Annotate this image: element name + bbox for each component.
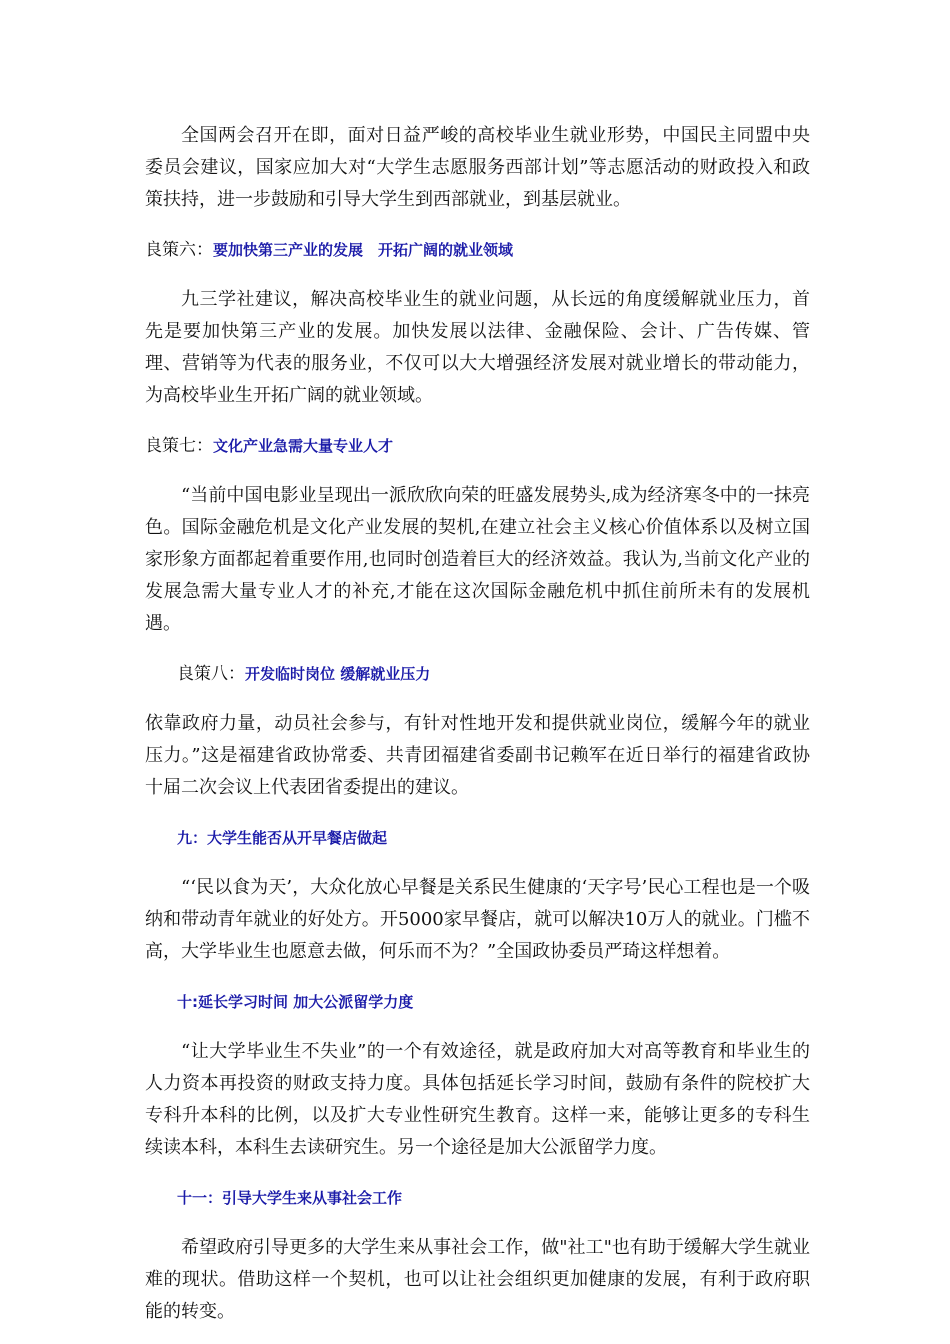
section-10-body: “让大学毕业生不失业”的一个有效途径，就是政府加大对高等教育和毕业生的人力资本再投资的财政支持力度。具体包括延长学习时间，鼓励有条件的院校扩大专科升本科的比例，以及扩大专业性研究生教育。这样一来，能够让更多的专科生续读本科，本科生去读研究生。另一个途径是加大公派留学力度。 [145, 1041, 810, 1158]
section-11-body: 希望政府引导更多的大学生来从事社会工作，做"社工"也有助于缓解大学生就业难的现状。借助这样一个契机，也可以让社会组织更加健康的发展，有利于政府职能的转变。 [145, 1237, 810, 1322]
document-page [145, 120, 810, 1328]
section-6-heading [145, 238, 810, 262]
section-9-body: “‘民以食为天’，大众化放心早餐是关系民生健康的‘天字号’民心工程也是一个吸纳和带动青年就业的好处方。开5000家早餐店，就可以解决10万人的就业。门槛不高，大学毕业生也愿意去做，何乐而不为？”全国政协委员严琦这样想着。 [145, 877, 810, 962]
section-8-title: 开发临时岗位 缓解就业压力 [245, 665, 431, 683]
section-7-prefix: 良策七： [145, 436, 213, 456]
section-11-heading [145, 1186, 810, 1210]
section-8-heading [145, 662, 810, 686]
section-9-heading [145, 826, 810, 850]
section-8-body: 依靠政府力量，动员社会参与，有针对性地开发和提供就业岗位，缓解今年的就业压力。”这是福建省政协常委、共青团福建省委副书记赖军在近日举行的福建省政协十届二次会议上代表团省委提出的建议。 [145, 713, 810, 798]
section-8-prefix: 良策八： [177, 664, 245, 684]
intro-paragraph: 全国两会召开在即，面对日益严峻的高校毕业生就业形势，中国民主同盟中央委员会建议，国家应加大对“大学生志愿服务西部计划”等志愿活动的财政投入和政策扶持，进一步鼓励和引导大学生到西部就业，到基层就业。 [145, 125, 810, 210]
section-7-heading [145, 434, 810, 458]
section-11-title: 十一：引导大学生来从事社会工作 [177, 1189, 403, 1207]
section-7-body: “当前中国电影业呈现出一派欣欣向荣的旺盛发展势头,成为经济寒冬中的一抹亮色。国际金融危机是文化产业发展的契机,在建立社会主义核心价值体系以及树立国家形象方面都起着重要作用,也同时创造着巨大的经济效益。我认为,当前文化产业的发展急需大量专业人才的补充,才能在这次国际金融危机中抓住前所未有的发展机遇。 [145, 485, 810, 634]
section-10-title: 十:延长学习时间 加大公派留学力度 [177, 993, 414, 1011]
section-7-title: 文化产业急需大量专业人才 [213, 437, 394, 455]
section-10-heading [145, 990, 810, 1014]
section-6-body: 九三学社建议，解决高校毕业生的就业问题，从长远的角度缓解就业压力，首先是要加快第三产业的发展。加快发展以法律、金融保险、会计、广告传媒、管理、营销等为代表的服务业，不仅可以大大增强经济发展对就业增长的带动能力，为高校毕业生开拓广阔的就业领域。 [145, 289, 810, 406]
section-6-title: 要加快第三产业的发展 开拓广阔的就业领域 [213, 241, 514, 259]
section-9-title: 九：大学生能否从开早餐店做起 [177, 829, 388, 847]
section-6-prefix: 良策六： [145, 240, 213, 260]
